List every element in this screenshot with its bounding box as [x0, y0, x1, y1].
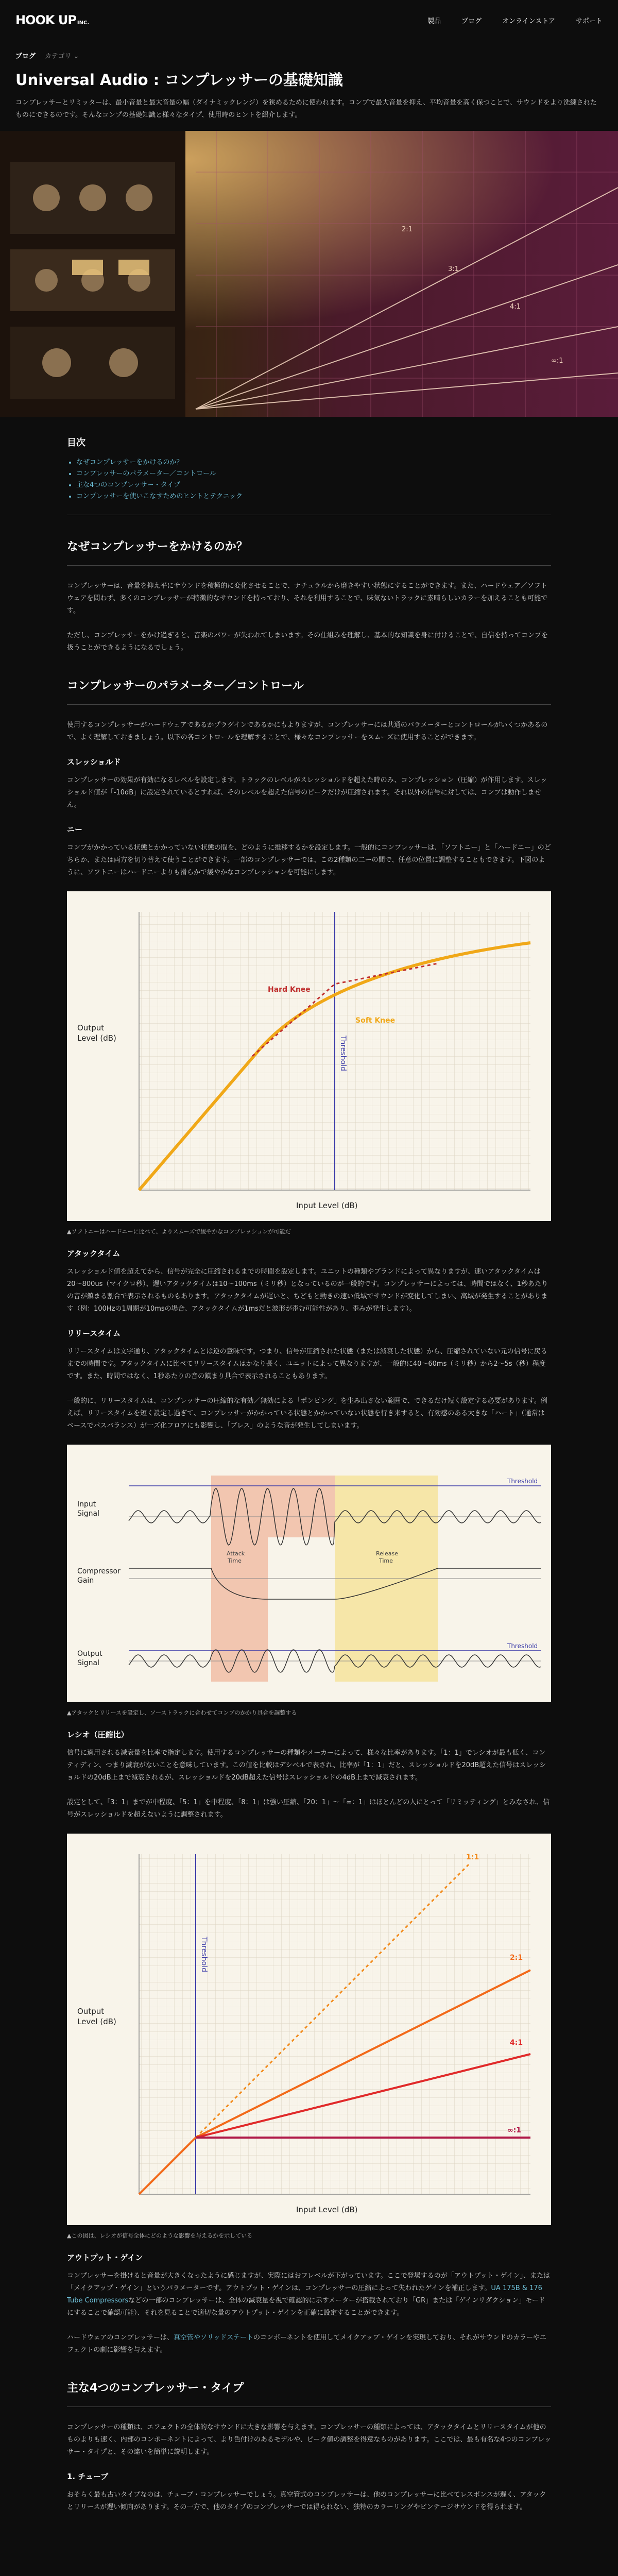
paragraph: スレッショルド値を超えてから、信号が完全に圧縮されるまでの時間を設定します。ユニットの種類やブランドによって異なりますが、速いアタックタイムは20〜800us（マイクロ秒）、遅いアタックタイムは10〜100ms（ミリ秒）となっているのが一般的です。コンプレッサーによっては、時間ではなく、1秒あたりの音が鎮まる割合で表示されるものもあります。アタックタイムが遅いと、ちどもと動きの速い低域でサウンドが変化してしまい、高域が発生することがあります（例：100Hzの1周期が10msの場合、アタックタイムが1msだと波形が歪む可能性があり、歪みが発生します）。: [67, 1268, 548, 1313]
paragraph-text: のコンポーネントを使用してメイクアップ・ゲインを実現しており、それがサウンドのカラーやエフェクトの劇に影響を与えます。: [67, 2334, 546, 2354]
figure-caption: ▲ソフトニーはハードニーに比べて、よりスムーズで緩やかなコンプレッションが可能だ: [67, 1228, 291, 1235]
subheading-release: リリースタイム: [67, 1329, 121, 1338]
knee-chart: [67, 891, 551, 1221]
attack-release-figure: [67, 1445, 551, 1702]
subheading-tube: 1. チューブ: [67, 2472, 109, 2481]
attack-release-chart: [67, 1445, 551, 1702]
hard-knee-label: Hard Knee: [268, 986, 311, 994]
y-axis-label: Output Level (dB): [77, 2007, 116, 2026]
input-signal-label: Input Signal: [77, 1500, 100, 1518]
toc-link[interactable]: 主な4つのコンプレッサー・タイプ: [76, 481, 180, 489]
x-axis-label: Input Level (dB): [296, 1201, 358, 1210]
nav-store[interactable]: オンラインストア: [502, 17, 555, 25]
toc-item[interactable]: [76, 480, 551, 491]
paragraph: [67, 2270, 551, 2319]
paragraph: コンプレッサーの種類は、エフェクトの全体的なサウンドに大きな影響を与えます。コンプレッサーの種類によっては、アタックタイムとリリースタイムが他のものよりも速く、内部のコンポーネントによって、より色付けのあるモデルや、ピーク値の調整を得意なものがあります。ここでは、最も有名な4つのコンプレッサー・タイプと、その違いを簡単に説明します。: [67, 2424, 551, 2456]
ratio-label-4-1: 4:1: [510, 2039, 523, 2047]
figure-caption: ▲この図は、レシオが信号全体にどのような影響を与えるかを示している: [67, 2232, 253, 2239]
ratio-label-2-1: 2:1: [510, 1954, 523, 1962]
table-of-contents: [67, 435, 551, 515]
page-title: Universal Audio : コンプレッサーの基礎知識: [15, 71, 343, 89]
toc-title: 目次: [67, 437, 85, 448]
logo-text: HOOK UP: [15, 13, 76, 27]
hero-illustration: [0, 131, 618, 417]
ratio-figure: [67, 1834, 551, 2225]
hero-ratio-4: ∞:1: [551, 357, 563, 365]
paragraph: 使用するコンプレッサーがハードウェアであるかプラグインであるかにもよりますが、コンプレッサーには共通のパラメーターとコントロールがいくつかあるので、よく理解しておきましょう。以下の各コントロールを理解することで、様々なコンプレッサーをスムーズに使用することができます。: [67, 721, 548, 741]
paragraph-text: ハードウェアのコンプレッサーは、: [67, 2334, 174, 2342]
chevron-down-icon: ⌄: [73, 53, 79, 60]
article-body: [67, 417, 551, 2514]
ratio-label-inf-1: ∞:1: [507, 2126, 522, 2134]
threshold-bottom: Threshold: [507, 1642, 538, 1650]
logo-suffix: INC.: [77, 20, 90, 26]
lead-text: コンプレッサーとリミッターは、最小音量と最大音量の幅（ダイナミックレンジ）を狭めるために使われます。コンプで最大音量を抑え、平均音量を高く保つことで、サウンドをより洗練されたものにできるのです。そんなコンプの基礎知識と様々なタイプ、使用時のヒントを紹介します。: [15, 99, 597, 119]
hero-image: [0, 131, 618, 417]
paragraph-text: コンプレッサーを掛けると音量が大きくなったように感じますが、実際にはおフレベルが下がっています。ここで登場するのが「アウトプット・ゲイン」、または「メイクアップ・ゲイン」というパラメーターです。アウトプット・ゲインは、コンプレッサーの圧縮によって失われたゲインを補正します。: [67, 2272, 551, 2292]
compressor-gain-label: Compressor Gain: [77, 1567, 121, 1585]
breadcrumb-blog[interactable]: ブログ: [15, 53, 36, 60]
divider: [67, 2406, 551, 2407]
toc-link[interactable]: コンプレッサーを使いこなすためのヒントとテクニック: [76, 493, 243, 500]
ratio-label-1-1: 1:1: [466, 1853, 479, 1861]
paragraph: おそらく最も古いタイプなのは、チューブ・コンプレッサーでしょう。真空管式のコンプレッサーは、他のコンプレッサーに比べてレスポンスが遅く、アタックとリリースが遅い傾向があります。その一方で、他のタイプのコンプレッサーでは得られない、独特のカラーリングやビンテージサウンドを得られます。: [67, 2491, 546, 2511]
subheading-knee: ニー: [67, 825, 83, 834]
divider: [67, 704, 551, 705]
paragraph: リリースタイムは文字通り、アタックタイムとは逆の意味です。つまり、信号が圧縮された状態（または減衰した状態）から、圧縮されていない元の信号に戻るまでの時間です。アタックタイムに比べてリリースタイムはかなり長く、ユニットによって異なりますが、一般的に40〜60ms（ミリ秒）から2〜5s（秒）程度です。また、時間ではなく、1秒あたりの音の鎮まり具合で表示されることもあります。: [67, 1348, 547, 1380]
nav-support[interactable]: サポート: [575, 17, 603, 25]
paragraph: 信号に適用される減衰量を比率で指定します。使用するコンプレッサーの種類やメーカーによって、様々な比率があります。「1：1」でレシオが最も低く、コンティディン、つまり減衰がないことを意味しています。この値を比較はデシベルで表され、比率が「1：1」だと、スレッショルドを20dB超えた信号はスレッショルドの20dB上まで減衰されるが、スレッショルドを20dB超えた信号はスレッショルドの4dB上まで減衰されます。: [67, 1749, 546, 1782]
hero-ratio-1: 2:1: [402, 226, 413, 233]
ratio-chart: [67, 1834, 551, 2225]
divider: [67, 565, 551, 566]
soft-knee-label: Soft Knee: [355, 1016, 396, 1025]
toc-link[interactable]: なぜコンプレッサーをかけるのか？: [76, 459, 183, 466]
figure-caption: ▲アタックとリリースを設定し、ソーストラックに合わせてコンプのかかり具合を調整する: [67, 1709, 297, 1716]
x-axis-label: Input Level (dB): [296, 2205, 358, 2214]
category-label: カテゴリ: [45, 53, 72, 60]
paragraph: コンプがかかっている状態とかかっていない状態の間を、どのように推移するかを設定します。一般的にコンプレッサーは、「ソフトニー」と「ハードニー」のどちらか、または両方を切り替えて使うことができます。一部のコンプレッサーでは、この2種類の二ーの間で、任意の位置に調整することもできます。下図のように、ソフトニーはハードニーよりも滑らかで緩やかなコンプレッションを可能にします。: [67, 844, 551, 876]
paragraph: 設定として、「3：1」までが中程度、「5：1」を中程度、「8：1」は強い圧縮、「20：1」～「∞：1」はほとんどの人にとって「リミッティング」とみなされ、信号がスレッショルドを超えないように調整されます。: [67, 1799, 550, 1819]
paragraph: 一般的に、リリースタイムは、コンプレッサーの圧縮的な有効／無効による「ポンピング」を生み出さない範囲で、できるだけ短く設定する必要があります。例えば、リリースタイムを短く設定し過ぎて、コンプレッサーがかかっている状態とかかっていない状態を行き来すると、有効感のある大きな「ハート」（通常はベースでパスバランス）が一ズ化フロアにも影響し、「ブレス」のような音が発生してしまいます。: [67, 1397, 547, 1430]
hero-ratio-2: 3:1: [448, 265, 459, 273]
section-heading-why: なぜコンプレッサーをかけるのか？: [67, 540, 248, 553]
attack-time-label: Attack Time: [227, 1550, 245, 1564]
knee-figure: [67, 891, 551, 1221]
toc-item[interactable]: [76, 491, 551, 502]
y-axis-label: Output Level (dB): [77, 1023, 116, 1043]
threshold-label: Threshold: [339, 1036, 347, 1071]
threshold-top: Threshold: [507, 1478, 538, 1485]
category-dropdown[interactable]: [45, 50, 79, 60]
section-heading-parameters: コンプレッサーのパラメーター／コントロール: [67, 680, 304, 692]
toc-link[interactable]: コンプレッサーのパラメーター／コントロール: [76, 470, 216, 478]
section-heading-types: 主な4つのコンプレッサー・タイプ: [67, 2382, 244, 2395]
subheading-ratio: レシオ（圧縮比）: [67, 1730, 129, 1739]
main-nav: [427, 15, 603, 25]
ua-175b-link[interactable]: UA 175B & 176 Tube Compressors: [67, 2284, 542, 2304]
paragraph: ただし、コンプレッサーをかけ過ぎると、音楽のパワーが失われてしまいます。その仕組みを理解し、基本的な知識を身に付けることで、自信を持ってコンプを扱うことができるようになるでしょう。: [67, 632, 548, 652]
paragraph: コンプレッサーの効果が有効になるレベルを設定します。トラックのレベルがスレッショルドを超えた時のみ、コンプレッション（圧縮）が作用します。スレッショルド値が「-10dB」に設定されているとすれば、そのレベルを超えた信号のピークだけが圧縮されます。それ以外の信号に対しては、コンプは動作しません。: [67, 776, 547, 809]
breadcrumb: [0, 40, 618, 60]
subheading-output-gain: アウトプット・ゲイン: [67, 2253, 143, 2262]
threshold-label: Threshold: [200, 1937, 208, 1972]
toc-item[interactable]: [76, 468, 551, 480]
site-header: [0, 0, 618, 40]
nav-products[interactable]: 製品: [427, 17, 441, 25]
paragraph: コンプレッサーは、音量を抑え平にサウンドを積極的に変化させることで、ナチュラルから磨きやすい状態にすることができます。また、ハードウェア／ソフトウェアを問わず、多くのコンプレッサーが特徴的なサウンドを持っており、それを利用することで、味気ないトラックに素晴らしいカラーを加えることも可能です。: [67, 582, 548, 615]
paragraph-text: などの一部のコンプレッサーは、全体の減衰量を視で確認的に示すメーターが搭載されており「GR」または「ゲインリダクション」モードにすることで確認可能）、それを見ることで適切な量のアウトプット・ゲインを正確に設定することができます。: [67, 2297, 545, 2317]
toc-item[interactable]: [76, 457, 551, 468]
paragraph: [67, 2332, 551, 2357]
subheading-attack: アタックタイム: [67, 1249, 121, 1258]
nav-blog[interactable]: ブログ: [461, 17, 482, 25]
brand-logo[interactable]: [15, 13, 89, 27]
tube-solid-state-link[interactable]: 真空管やソリッドステート: [173, 2334, 253, 2342]
release-time-label: Release Time: [376, 1550, 398, 1564]
hero-ratio-3: 4:1: [510, 303, 521, 311]
output-signal-label: Output Signal: [77, 1650, 102, 1667]
subheading-threshold: スレッショルド: [67, 757, 121, 767]
